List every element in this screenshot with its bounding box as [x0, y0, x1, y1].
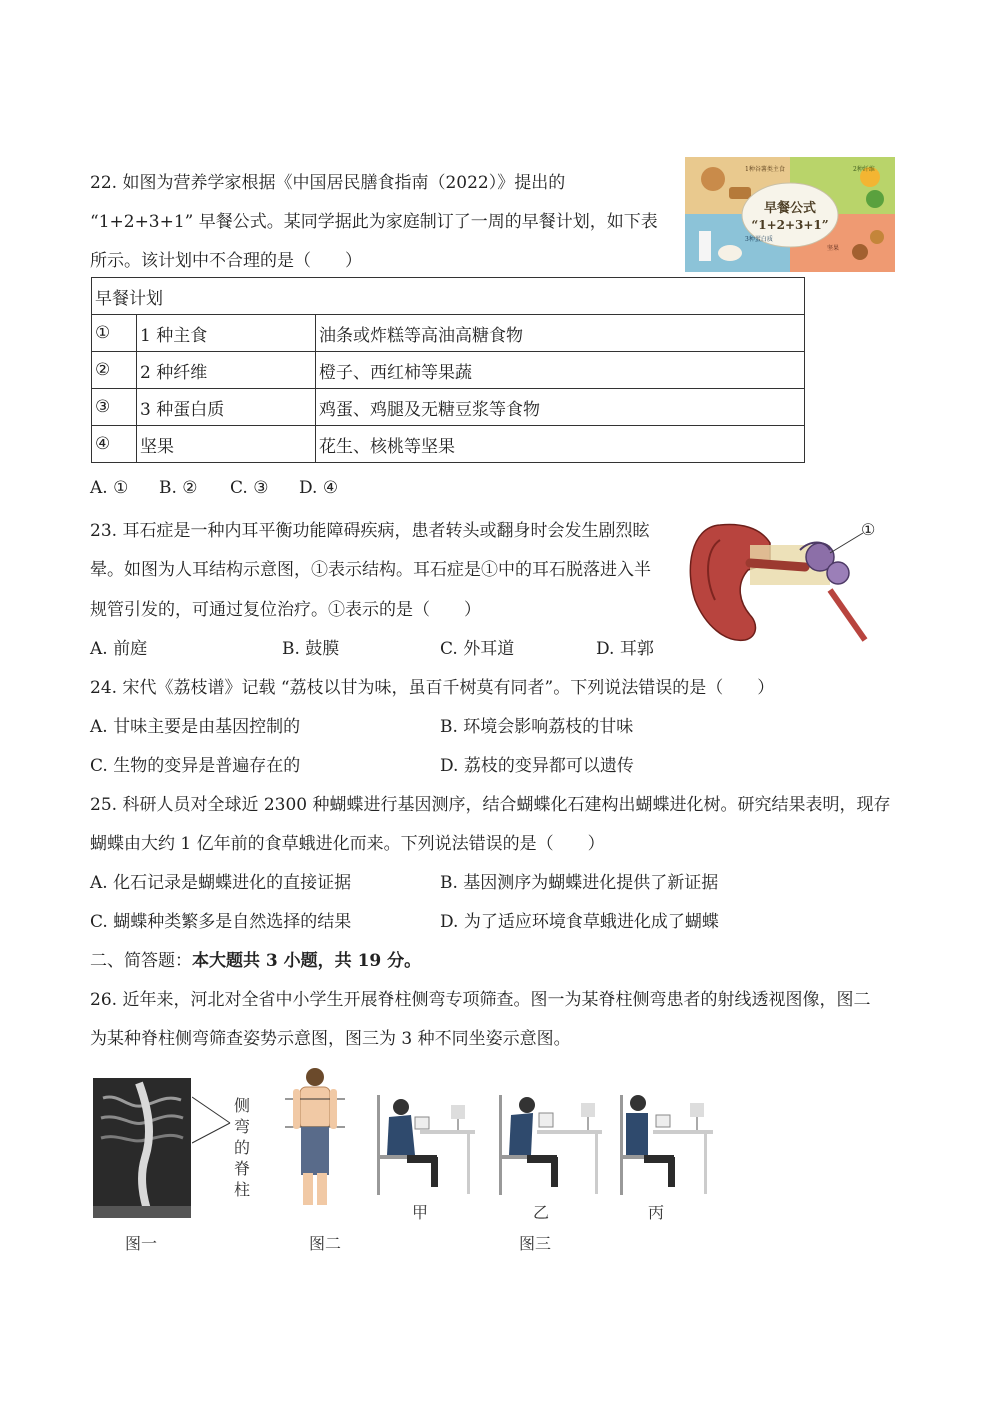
formula-bl-label: 3种蛋白质	[745, 236, 773, 243]
breakfast-plan-table	[91, 277, 805, 463]
structure-marker: ①	[861, 520, 876, 539]
q26-line-2: 为某种脊柱侧弯筛查姿势示意图，图三为 3 种不同坐姿示意图。	[90, 1029, 571, 1049]
row-number: ④	[92, 426, 137, 463]
row-number: ①	[92, 315, 137, 352]
spine-label-char: 的	[234, 1138, 251, 1157]
sitting-posture-bing	[618, 1085, 713, 1200]
q24-option-d[interactable]: D. 荔枝的变异都可以遗传	[440, 756, 634, 776]
row-type: 1 种主食	[137, 315, 316, 352]
q23-line-1: 23. 耳石症是一种内耳平衡功能障碍疾病，患者转头或翻身时会发生剧烈眩	[90, 521, 650, 541]
formula-br-label: 坚果	[827, 245, 840, 252]
section-prefix: 二、简答题：	[90, 951, 192, 971]
spine-label	[234, 1095, 252, 1200]
spine-label-char: 柱	[234, 1180, 251, 1199]
formula-tr-label: 2种纤维	[853, 166, 875, 173]
q22-option-b[interactable]: B. ②	[159, 478, 198, 498]
spine-label-char: 侧	[234, 1096, 251, 1115]
sub-label-yi: 乙	[533, 1203, 550, 1222]
q24-option-c[interactable]: C. 生物的变异是普遍存在的	[90, 756, 301, 776]
formula-text: “1+2+3+1”	[751, 218, 829, 232]
table-row	[92, 352, 805, 389]
formula-title: 早餐公式	[763, 201, 817, 216]
q22-line-2: “1+2+3+1” 早餐公式。某同学据此为家庭制订了一周的早餐计划，如下表	[90, 212, 658, 232]
sitting-posture-jia	[375, 1085, 475, 1200]
q22-line-1: 22. 如图为营养学家根据《中国居民膳食指南（2022）》提出的	[90, 173, 566, 193]
row-type: 3 种蛋白质	[137, 389, 316, 426]
q23-line-2: 晕。如图为人耳结构示意图，①表示结构。耳石症是①中的耳石脱落进入半	[90, 560, 651, 580]
row-type: 2 种纤维	[137, 352, 316, 389]
q25-line-1: 25. 科研人员对全球近 2300 种蝴蝶进行基因测序，结合蝴蝶化石建构出蝴蝶进化树。研究结果表明，现存	[90, 795, 891, 815]
spine-label-char: 脊	[234, 1159, 251, 1178]
q23-option-d[interactable]: D. 耳郭	[596, 639, 654, 659]
q23-option-c[interactable]: C. 外耳道	[440, 639, 515, 659]
q25-line-2: 蝴蝶由大约 1 亿年前的食草蛾进化而来。下列说法错误的是（ ）	[90, 834, 605, 854]
q22-line-3: 所示。该计划中不合理的是（ ）	[90, 251, 362, 271]
q24-line-1: 24. 宋代《荔枝谱》记载 “荔枝以甘为味，虽百千树莫有同者”。下列说法错误的是（ ）	[90, 678, 775, 698]
pointer-lines	[192, 1095, 232, 1145]
q26-line-1: 26. 近年来，河北对全省中小学生开展脊柱侧弯专项筛查。图一为某脊柱侧弯患者的射线透视图像，图二	[90, 990, 871, 1010]
caption-figure-2: 图二	[309, 1234, 342, 1253]
q22-option-d[interactable]: D. ④	[299, 478, 339, 498]
sitting-posture-yi	[497, 1085, 607, 1200]
formula-tl-label: 1种谷薯类主食	[745, 166, 785, 173]
q23-option-a[interactable]: A. 前庭	[90, 639, 148, 659]
caption-figure-1: 图一	[125, 1234, 158, 1253]
q23-option-b[interactable]: B. 鼓膜	[282, 639, 340, 659]
q22-option-c[interactable]: C. ③	[230, 478, 269, 498]
screening-posture-image	[285, 1065, 345, 1215]
spine-label-char: 弯	[234, 1117, 251, 1136]
row-desc: 橙子、西红柿等果蔬	[316, 352, 805, 389]
row-number: ②	[92, 352, 137, 389]
row-desc: 鸡蛋、鸡腿及无糖豆浆等食物	[316, 389, 805, 426]
q25-option-d[interactable]: D. 为了适应环境食草蛾进化成了蝴蝶	[440, 912, 719, 932]
ear-structure-image	[680, 515, 880, 650]
q25-option-b[interactable]: B. 基因测序为蝴蝶进化提供了新证据	[440, 873, 719, 893]
q22-option-a[interactable]: A. ①	[90, 478, 129, 498]
sub-label-jia: 甲	[412, 1203, 429, 1222]
q24-option-a[interactable]: A. 甘味主要是由基因控制的	[90, 717, 301, 737]
table-row	[92, 426, 805, 463]
q24-option-b[interactable]: B. 环境会影响荔枝的甘味	[440, 717, 634, 737]
q25-option-c[interactable]: C. 蝴蝶种类繁多是自然选择的结果	[90, 912, 352, 932]
section-bold: 本大题共 3 小题，共 19 分。	[192, 951, 422, 971]
xray-image	[93, 1078, 191, 1218]
row-type: 坚果	[137, 426, 316, 463]
caption-figure-3: 图三	[519, 1234, 552, 1253]
sub-label-bing: 丙	[648, 1203, 665, 1222]
breakfast-formula-image	[685, 157, 895, 272]
section-heading	[90, 946, 421, 971]
row-number: ③	[92, 389, 137, 426]
table-title: 早餐计划	[92, 278, 805, 315]
table-row	[92, 389, 805, 426]
q25-option-a[interactable]: A. 化石记录是蝴蝶进化的直接证据	[90, 873, 352, 893]
table-row	[92, 315, 805, 352]
q23-line-3: 规管引发的，可通过复位治疗。①表示的是（ ）	[90, 600, 481, 620]
row-desc: 花生、核桃等坚果	[316, 426, 805, 463]
row-desc: 油条或炸糕等高油高糖食物	[316, 315, 805, 352]
